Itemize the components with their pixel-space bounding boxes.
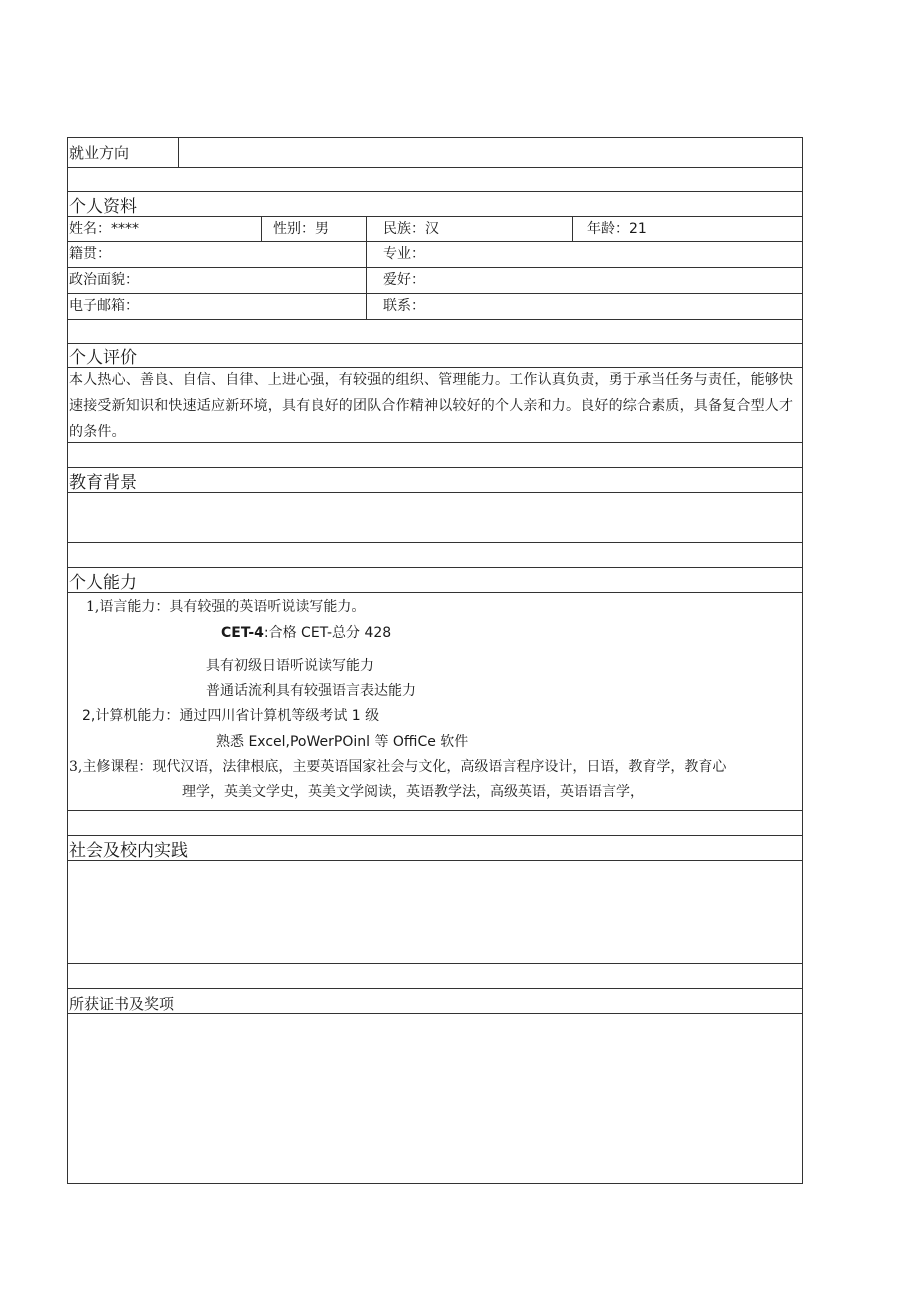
ethnicity-cell: 民族：汉 [366,217,572,241]
politics-cell: 政治面貌： [69,272,139,288]
awards-content [68,1014,802,1184]
practice-content [68,861,802,964]
education-content [68,493,802,543]
cet-score [221,622,391,642]
spacer-row [68,320,802,344]
evaluation-row [68,368,802,443]
evaluation-heading-row [68,344,802,368]
spacer-row [68,811,802,836]
resume-table [67,137,803,1184]
hobby-cell: 爱好： [366,268,802,293]
ability-heading-row [68,568,802,593]
hometown-cell: 籍贯： [69,246,111,262]
age-label: 年龄： [587,221,629,237]
mandarin-ability: 普通话流利具有较强语言表达能力 [206,683,416,699]
personal-heading: 个人资料 [69,197,137,217]
email-cell: 电子邮箱： [69,298,139,314]
spacer-row [68,168,802,192]
personal-heading-row [68,192,802,217]
age-cell [572,217,802,241]
major-cell: 专业： [366,242,802,267]
office-skills: 熟悉 Excel,PoWerPOinl 等 OffiCe 软件 [216,734,469,750]
evaluation-heading: 个人评价 [69,348,137,368]
language-ability: 1,语言能力：具有较强的英语听说读写能力。 [86,599,366,615]
education-heading-row [68,468,802,493]
education-heading: 教育背景 [69,473,137,493]
gender-cell: 性别：男 [261,217,366,241]
name-label: 姓名： [69,221,111,237]
practice-heading: 社会及校内实践 [69,841,188,861]
job-label: 就业方向 [69,144,130,162]
job-value [178,138,802,167]
japanese-ability: 具有初级日语听说读写能力 [206,658,374,674]
evaluation-text: 本人热心、善良、自信、自律、上进心强，有较强的组织、管理能力。工作认真负责，勇于承当任务与责任，能够快速接受新知识和快速适应新环境，具有良好的团队合作精神以较好的个人亲和力。良好的综合素质，具备复合型人才的条件。 [69,372,794,440]
computer-ability: 2,计算机能力：通过四川省计算机等级考试 1 级 [82,708,380,724]
personal-row-3 [68,268,802,294]
awards-heading: 所获证书及奖项 [69,995,175,1013]
personal-row-2 [68,242,802,268]
spacer-row [68,443,802,468]
awards-heading-row [68,989,802,1014]
spacer-row [68,964,802,989]
courses-line-1: 3,主修课程：现代汉语，法律根底，主要英语国家社会与文化，高级语言程序设计，日语，教育学，教育心 [69,759,727,775]
job-row [68,138,802,168]
practice-heading-row [68,836,802,861]
contact-cell: 联系： [366,294,802,319]
personal-row-1 [68,217,802,242]
courses-line-2: 理学，英美文学史，英美文学阅读，英语教学法，高级英语，英语语言学， [182,784,644,800]
cet-detail: :合格 CET-总分 428 [263,625,392,641]
ability-heading: 个人能力 [69,573,137,593]
spacer-row [68,543,802,568]
ability-row [68,593,802,811]
age-value: 21 [629,221,647,237]
name-value: **** [111,221,139,237]
name-cell [68,217,261,241]
cet-label: CET-4 [221,625,264,641]
personal-row-4 [68,294,802,320]
